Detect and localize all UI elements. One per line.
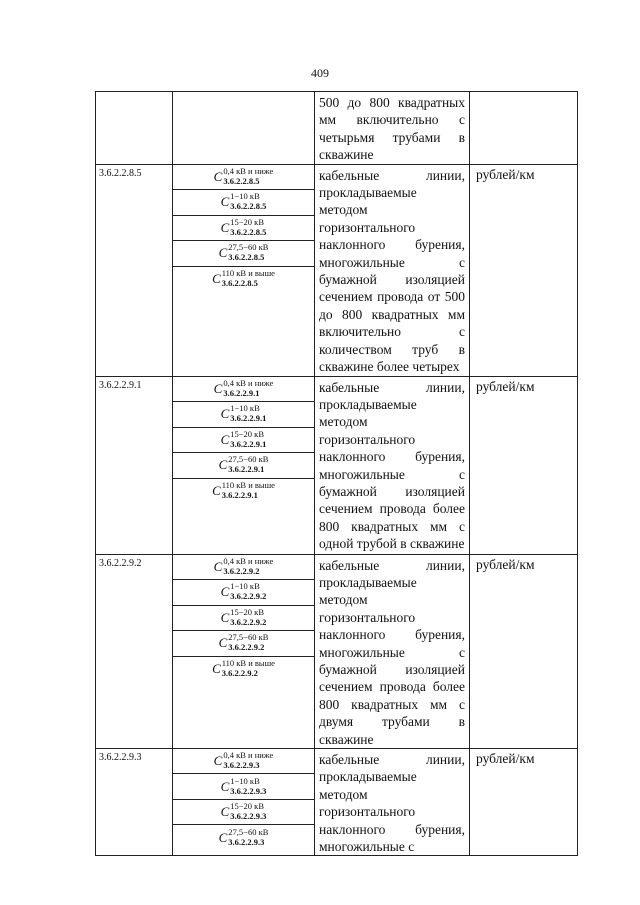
formula-code: 3.6.2.2.9.2 [228, 642, 265, 653]
formula-letter: C [213, 753, 223, 769]
formula-indices [228, 244, 268, 262]
formula-voltage: 110 кВ и выше [221, 268, 275, 279]
formula-voltage: 27,5−60 кВ [228, 827, 269, 838]
row-unit: рублей/км [470, 376, 578, 554]
formula-letter: C [220, 431, 230, 447]
formula-voltage: 110 кВ и выше [221, 658, 275, 669]
row-formulas [173, 748, 315, 855]
formula-code: 3.6.2.2.8.5 [230, 201, 267, 212]
formula-code: 3.6.2.2.9.3 [223, 760, 260, 771]
formula-symbol [213, 555, 274, 576]
tariff-formula [173, 453, 314, 479]
table-row [96, 554, 578, 748]
formula-voltage: 0,4 кВ и ниже [223, 377, 274, 388]
formula-code: 3.6.2.2.9.1 [223, 387, 260, 398]
tariff-formula [173, 631, 314, 657]
tariff-formula [173, 606, 314, 632]
formula-indices [223, 752, 273, 770]
formula-voltage: 15−20 кВ [230, 801, 264, 812]
formula-indices [223, 165, 274, 186]
tariff-formula [173, 216, 314, 242]
formula-code: 3.6.2.2.9.2 [223, 565, 260, 576]
formula-code: 3.6.2.2.8.5 [228, 252, 265, 263]
formula-voltage: 0,4 кВ и ниже [223, 165, 274, 176]
formula-voltage: 1−10 кВ [230, 775, 260, 786]
table-row [96, 376, 578, 554]
formula-list [173, 165, 314, 293]
formula-letter: C [218, 245, 228, 261]
row-formulas [173, 92, 315, 165]
row-description: 500 до 800 квадратных мм включительно с четырьмя трубами в скважине [315, 92, 470, 165]
formula-indices [230, 405, 266, 423]
formula-voltage: 15−20 кВ [230, 428, 264, 439]
row-unit: рублей/км [470, 748, 578, 855]
formula-indices [230, 193, 266, 211]
formula-letter: C [220, 804, 230, 820]
formula-indices [222, 660, 275, 678]
formula-voltage: 1−10 кВ [230, 191, 260, 202]
row-code [96, 92, 173, 165]
row-description: кабельные линии, прокладываемые методом горизонтального наклонного бурения, многожильные с [315, 748, 470, 855]
formula-symbol [212, 270, 275, 288]
formula-code: 3.6.2.2.9.1 [230, 438, 267, 449]
formula-code: 3.6.2.2.9.3 [230, 785, 267, 796]
row-description: кабельные линии, прокладываемые методом горизонтального наклонного бурения, многожильные с бумажной изоляцией сечением провода более 800 квадратных мм с двумя трубами в скважине [315, 554, 470, 748]
formula-voltage: 1−10 кВ [230, 403, 260, 414]
formula-voltage: 15−20 кВ [230, 606, 264, 617]
formula-indices [228, 829, 268, 847]
formula-letter: C [218, 830, 228, 846]
row-code: 3.6.2.2.9.2 [96, 554, 173, 748]
formula-symbol [219, 634, 269, 652]
formula-indices [228, 456, 268, 474]
formula-code: 3.6.2.2.9.3 [230, 811, 267, 822]
table-row [96, 748, 578, 855]
tariff-formula [173, 267, 314, 293]
formula-letter: C [220, 778, 230, 794]
formula-code: 3.6.2.2.9.2 [230, 591, 267, 602]
formula-voltage: 27,5−60 кВ [228, 242, 269, 253]
tariff-table [95, 91, 578, 856]
formula-symbol [213, 165, 274, 186]
formula-letter: C [220, 219, 230, 235]
tariff-formula [173, 402, 314, 428]
formula-indices [223, 555, 274, 576]
formula-code: 3.6.2.2.8.5 [230, 226, 267, 237]
tariff-formula [173, 825, 314, 851]
formula-voltage: 27,5−60 кВ [228, 454, 269, 465]
formula-indices [222, 270, 275, 288]
formula-code: 3.6.2.2.8.5 [221, 278, 258, 289]
formula-indices [222, 482, 275, 500]
row-unit: рублей/км [470, 164, 578, 376]
formula-indices [230, 606, 267, 627]
formula-code: 3.6.2.2.9.1 [228, 464, 265, 475]
table-row [96, 164, 578, 376]
formula-symbol [221, 803, 267, 821]
formula-voltage: 27,5−60 кВ [228, 632, 269, 643]
formula-code: 3.6.2.2.9.3 [228, 837, 265, 848]
tariff-formula [173, 377, 314, 403]
tariff-formula [173, 749, 314, 775]
tariff-formula [173, 479, 314, 505]
formula-code: 3.6.2.2.8.5 [223, 175, 260, 186]
formula-letter: C [212, 661, 221, 677]
tariff-formula [173, 190, 314, 216]
formula-symbol [213, 377, 274, 398]
formula-letter: C [220, 194, 230, 210]
formula-voltage: 110 кВ и выше [221, 480, 275, 491]
formula-symbol [220, 428, 267, 449]
row-code: 3.6.2.2.9.3 [96, 748, 173, 855]
formula-letter: C [213, 558, 223, 574]
formula-voltage: 15−20 кВ [230, 216, 264, 227]
tariff-formula [173, 657, 314, 683]
formula-code: 3.6.2.2.9.1 [230, 413, 267, 424]
formula-list [173, 555, 314, 683]
tariff-formula [173, 555, 314, 581]
tariff-formula [173, 165, 314, 191]
formula-letter: C [212, 271, 221, 287]
formula-symbol [220, 775, 267, 796]
tariff-formula [173, 241, 314, 267]
formula-letter: C [213, 380, 223, 396]
formula-letter: C [218, 635, 228, 651]
table-row [96, 92, 578, 165]
row-description: кабельные линии, прокладываемые методом горизонтального наклонного бурения, многожильные с бумажной изоляцией сечением провода более 800 квадратных мм с одной трубой в скважине [315, 376, 470, 554]
formula-code: 3.6.2.2.9.1 [221, 490, 258, 501]
tariff-formula [173, 800, 314, 826]
formula-letter: C [220, 609, 230, 625]
formula-letter: C [213, 168, 223, 184]
tariff-formula [173, 580, 314, 606]
formula-list [173, 377, 314, 505]
formula-symbol [221, 193, 267, 211]
formula-symbol [219, 829, 269, 847]
formula-symbol [221, 583, 267, 601]
formula-code: 3.6.2.2.9.2 [221, 668, 258, 679]
formula-list [173, 749, 314, 851]
formula-indices [228, 634, 268, 652]
formula-indices [230, 216, 267, 237]
formula-indices [230, 428, 267, 449]
row-formulas [173, 164, 315, 376]
formula-letter: C [220, 406, 230, 422]
formula-symbol [219, 244, 269, 262]
formula-letter: C [212, 483, 221, 499]
page-number: 409 [311, 66, 329, 80]
formula-indices [230, 775, 267, 796]
formula-symbol [219, 456, 269, 474]
formula-letter: C [220, 584, 230, 600]
formula-indices [223, 377, 274, 398]
formula-indices [230, 803, 266, 821]
row-unit: рублей/км [470, 554, 578, 748]
tariff-formula [173, 428, 314, 454]
formula-indices [230, 583, 266, 601]
row-formulas [173, 376, 315, 554]
row-unit [470, 92, 578, 165]
table-body [96, 92, 578, 856]
formula-symbol [221, 405, 267, 423]
tariff-formula [173, 774, 314, 800]
formula-voltage: 0,4 кВ и ниже [223, 750, 274, 761]
formula-letter: C [218, 457, 228, 473]
row-code: 3.6.2.2.8.5 [96, 164, 173, 376]
formula-symbol [212, 482, 275, 500]
row-description: кабельные линии, прокладываемые методом горизонтального наклонного бурения, многожильные с бумажной изоляцией сечением провода от 500 до 800 квадратных мм включительно с количеством труб в скважине более четырех [315, 164, 470, 376]
formula-symbol [214, 752, 274, 770]
formula-voltage: 1−10 кВ [230, 581, 260, 592]
formula-symbol [212, 660, 275, 678]
formula-voltage: 0,4 кВ и ниже [223, 555, 274, 566]
formula-symbol [220, 216, 267, 237]
row-code: 3.6.2.2.9.1 [96, 376, 173, 554]
row-formulas [173, 554, 315, 748]
formula-symbol [220, 606, 267, 627]
formula-code: 3.6.2.2.9.2 [230, 616, 267, 627]
